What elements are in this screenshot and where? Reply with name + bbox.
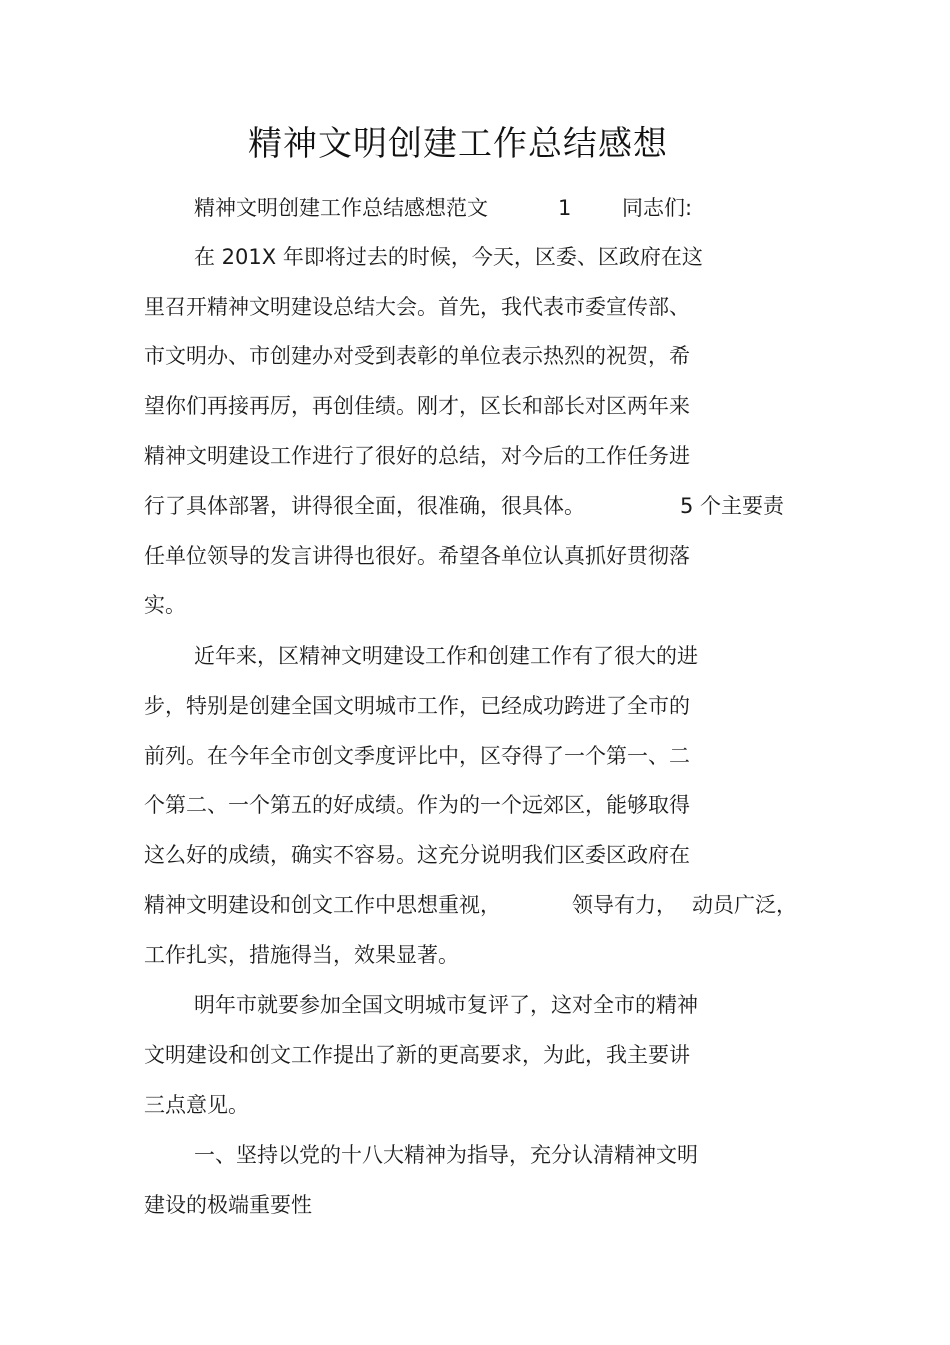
text-line: 实。 bbox=[144, 593, 186, 617]
text-line: 望你们再接再厉，再创佳绩。刚才，区长和部长对区两年来 bbox=[144, 394, 690, 418]
text-line: 文明建设和创文工作提出了新的更高要求，为此，我主要讲 bbox=[144, 1043, 690, 1067]
text-line: 动员广泛， bbox=[692, 893, 797, 917]
text-line: 1 bbox=[558, 196, 572, 220]
document-title: 精神文明创建工作总结感想 bbox=[248, 124, 668, 164]
text-line: 前列。在今年全市创文季度评比中，区夺得了一个第一、二 bbox=[144, 744, 690, 768]
text-line: 建设的极端重要性 bbox=[144, 1193, 312, 1217]
text-line: 三点意见。 bbox=[144, 1093, 249, 1117]
text-line: 行了具体部署，讲得很全面，很准确，很具体。 bbox=[144, 494, 585, 518]
text-line: 这么好的成绩，确实不容易。这充分说明我们区委区政府在 bbox=[144, 843, 690, 867]
text-line: 明年市就要参加全国文明城市复评了，这对全市的精神 bbox=[194, 993, 698, 1017]
text-line: 市文明办、市创建办对受到表彰的单位表示热烈的祝贺，希 bbox=[144, 344, 690, 368]
text-line: 同志们: bbox=[622, 196, 693, 220]
text-line: 精神文明创建工作总结感想范文 bbox=[194, 196, 488, 220]
text-line: 个第二、一个第五的好成绩。作为的一个远郊区，能够取得 bbox=[144, 793, 690, 817]
text-line: 工作扎实，措施得当，效果显著。 bbox=[144, 943, 459, 967]
text-line: 近年来，区精神文明建设工作和创建工作有了很大的进 bbox=[194, 644, 698, 668]
text-line: 在 201X 年即将过去的时候，今天，区委、区政府在这 bbox=[194, 245, 703, 269]
text-line: 精神文明建设工作进行了很好的总结，对今后的工作任务进 bbox=[144, 444, 690, 468]
text-line: 领导有力， bbox=[572, 893, 677, 917]
text-line: 精神文明建设和创文工作中思想重视， bbox=[144, 893, 501, 917]
text-line: 5 个主要责 bbox=[680, 494, 785, 518]
text-line: 步，特别是创建全国文明城市工作，已经成功跨进了全市的 bbox=[144, 694, 690, 718]
text-line: 任单位领导的发言讲得也很好。希望各单位认真抓好贯彻落 bbox=[144, 544, 690, 568]
text-line: 一、坚持以党的十八大精神为指导，充分认清精神文明 bbox=[194, 1143, 698, 1167]
text-line: 里召开精神文明建设总结大会。首先，我代表市委宣传部、 bbox=[144, 295, 690, 319]
